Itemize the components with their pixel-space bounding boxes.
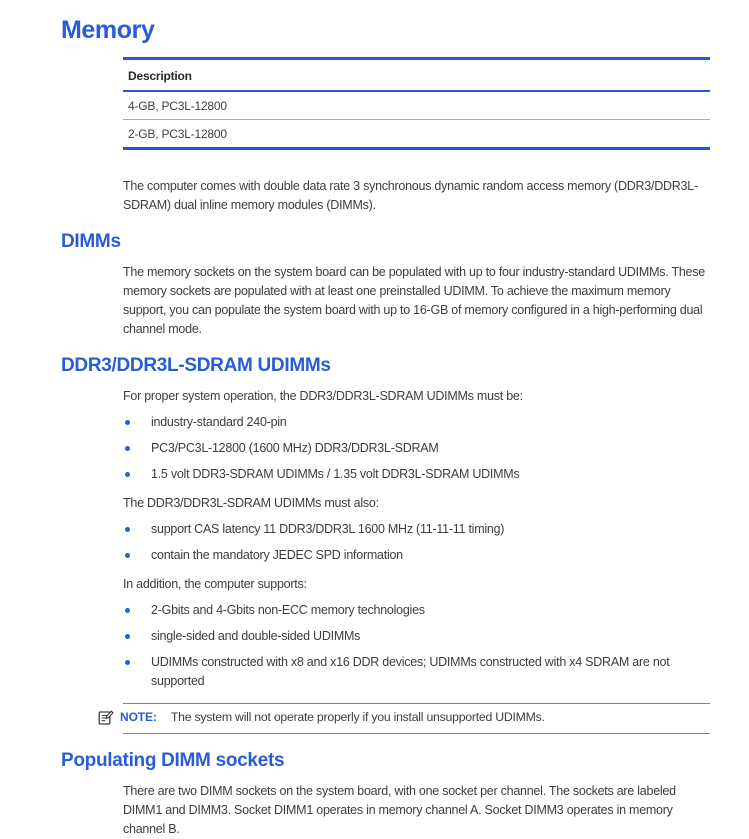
intro-paragraph: The computer comes with double data rate 3 synchronous dynamic random access memory (DDR3/DDR3L-SDRAM) dual inline memory modules (DIMMs). bbox=[123, 179, 698, 212]
udimms-intro-in-addition: In addition, the computer supports: bbox=[123, 577, 307, 591]
note-callout bbox=[120, 703, 710, 734]
page-title: Memory bbox=[61, 16, 155, 44]
table-header-description: Description bbox=[123, 60, 710, 92]
memory-spec-table bbox=[123, 57, 710, 150]
note-text: The system will not operate properly if you install unsupported UDIMMs. bbox=[170, 710, 545, 724]
note-memo-icon bbox=[97, 709, 114, 726]
udimms-intro-must-also: The DDR3/DDR3L-SDRAM UDIMMs must also: bbox=[123, 496, 379, 510]
section-heading-populating-dimm-sockets: Populating DIMM sockets bbox=[61, 750, 285, 771]
list-item: PC3/PC3L-12800 (1600 MHz) DDR3/DDR3L-SDRAM bbox=[123, 439, 710, 458]
list-item: single-sided and double-sided UDIMMs bbox=[123, 627, 710, 646]
list-item: UDIMMs constructed with x8 and x16 DDR devices; UDIMMs constructed with x4 SDRAM are not supported bbox=[123, 653, 710, 691]
section-heading-dimms: DIMMs bbox=[61, 231, 121, 252]
udimms-must-also-list bbox=[123, 520, 710, 565]
udimms-supports-list bbox=[123, 601, 710, 691]
list-item: 1.5 volt DDR3-SDRAM UDIMMs / 1.35 volt DDR3L-SDRAM UDIMMs bbox=[123, 465, 710, 484]
udimms-requirements-list bbox=[123, 413, 710, 484]
table-row: 4-GB, PC3L-12800 bbox=[128, 99, 227, 113]
table-row: 2-GB, PC3L-12800 bbox=[123, 119, 710, 147]
list-item: industry-standard 240-pin bbox=[123, 413, 710, 432]
list-item: support CAS latency 11 DDR3/DDR3L 1600 MHz (11-11-11 timing) bbox=[123, 520, 710, 539]
list-item: 2-Gbits and 4-Gbits non-ECC memory technologies bbox=[123, 601, 710, 620]
note-label: NOTE: bbox=[120, 710, 157, 724]
list-item: contain the mandatory JEDEC SPD information bbox=[123, 546, 710, 565]
populating-paragraph: There are two DIMM sockets on the system board, with one socket per channel. The sockets are labeled DIMM1 and DIMM3. Socket DIMM1 operates in memory channel A. Socket DIMM3 operates in memory channel B. bbox=[123, 784, 676, 836]
dimms-paragraph: The memory sockets on the system board can be populated with up to four industry-standard UDIMMs. These memory sockets are populated with at least one preinstalled UDIMM. To achieve the maximum memory support, you can populate the system board with up to 16-GB of memory configured in a high-performing dual channel mode. bbox=[123, 265, 705, 336]
section-heading-udimms: DDR3/DDR3L-SDRAM UDIMMs bbox=[61, 355, 331, 376]
udimms-intro-must-be: For proper system operation, the DDR3/DDR3L-SDRAM UDIMMs must be: bbox=[123, 389, 523, 403]
